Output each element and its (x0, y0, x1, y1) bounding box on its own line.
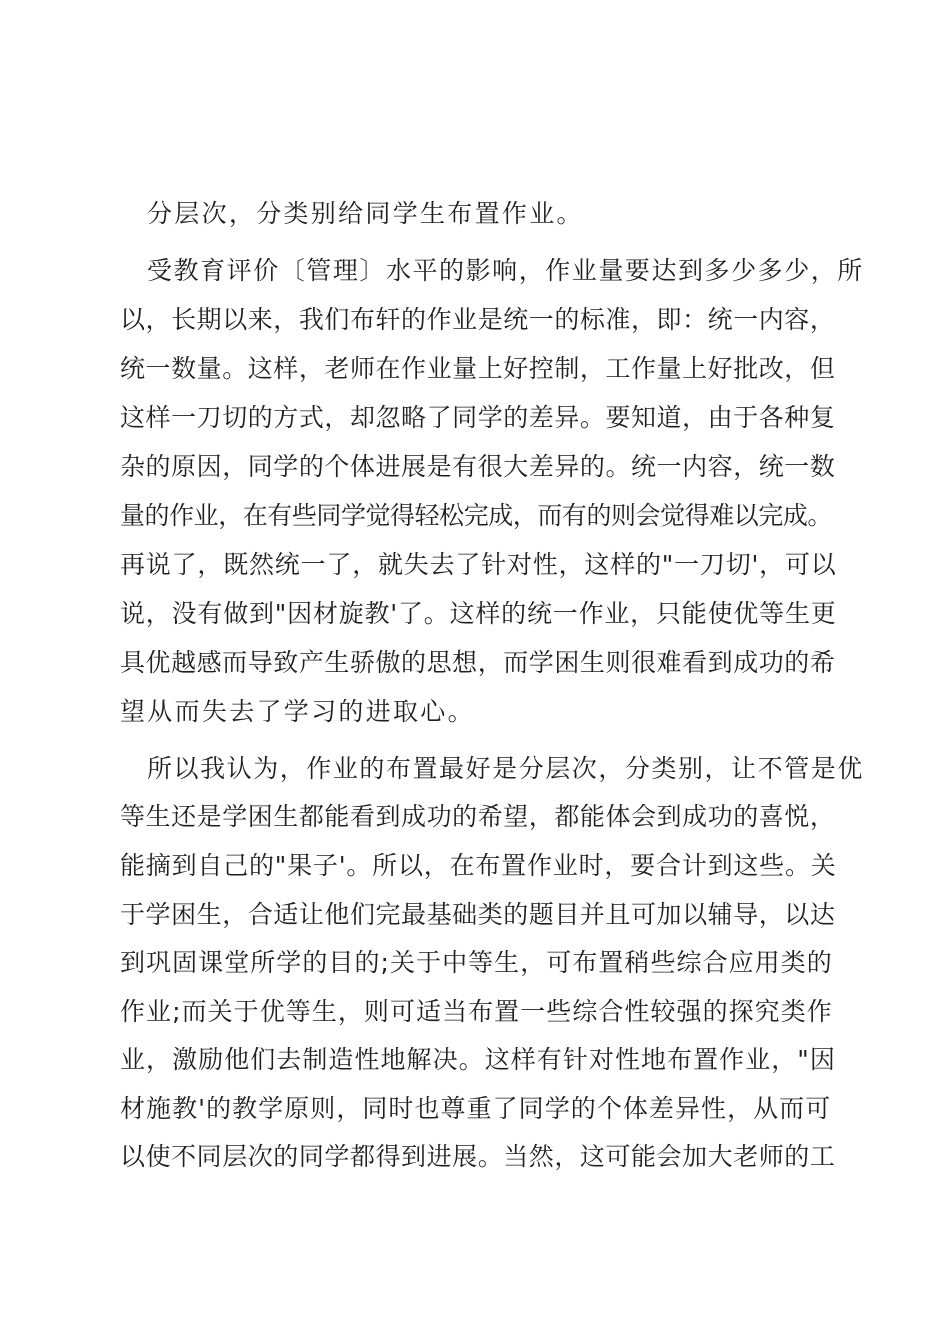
text-line: 统一数量。这样，老师在作业量上好控制，工作量上好批改，但 (120, 354, 836, 383)
text-line: 以，长期以来，我们布轩的作业是统一的标准，即：统一内容， (120, 305, 836, 334)
text-line: 于学困生，合适让他们完最基础类的题目并且可加以辅导，以达 (120, 900, 836, 929)
text-line: 量的作业，在有些同学觉得轻松完成，而有的则会觉得难以完成。 (120, 501, 832, 530)
text-line: 再说了，既然统一了，就失去了针对性，这样的"一刀切'，可以 (120, 550, 837, 579)
text-line: 到巩固课堂所学的目的;关于中等生，可布置稍些综合应用类的 (120, 948, 833, 977)
text-line: 等生还是学困生都能看到成功的希望，都能体会到成功的喜悦， (120, 802, 836, 831)
text-line: 业，激励他们去制造性地解决。这样有针对性地布置作业，"因 (120, 1045, 836, 1074)
text-line: 材施教'的教学原则，同时也尊重了同学的个体差异性，从而可 (120, 1094, 832, 1123)
text-line: 望从而失去了学习的进取心。 (120, 697, 475, 726)
text-line: 说，没有做到"因材旋教'了。这样的统一作业，只能使优等生更 (120, 599, 837, 628)
text-line: 这样一刀切的方式，却忽略了同学的差异。要知道，由于各种复 (120, 403, 836, 432)
text-line: 所以我认为，作业的布置最好是分层次，分类别，让不管是优 (147, 754, 864, 783)
text-line: 具优越感而导致产生骄傲的思想，而学困生则很难看到成功的希 (120, 648, 836, 677)
text-line: 作业;而关于优等生，则可适当布置一些综合性较强的探究类作 (120, 997, 833, 1026)
text-line: 以使不同层次的同学都得到进展。当然，这可能会加大老师的工 (120, 1142, 836, 1171)
text-line: 能摘到自己的"果子'。所以，在布置作业时，要合计到这些。关 (120, 851, 837, 880)
text-line: 分层次，分类别给同学生布置作业。 (147, 199, 584, 228)
text-line: 受教育评价〔管理〕水平的影响，作业量要达到多少多少，所 (147, 256, 864, 285)
text-line: 杂的原因，同学的个体进展是有很大差异的。统一内容，统一数 (120, 452, 836, 481)
